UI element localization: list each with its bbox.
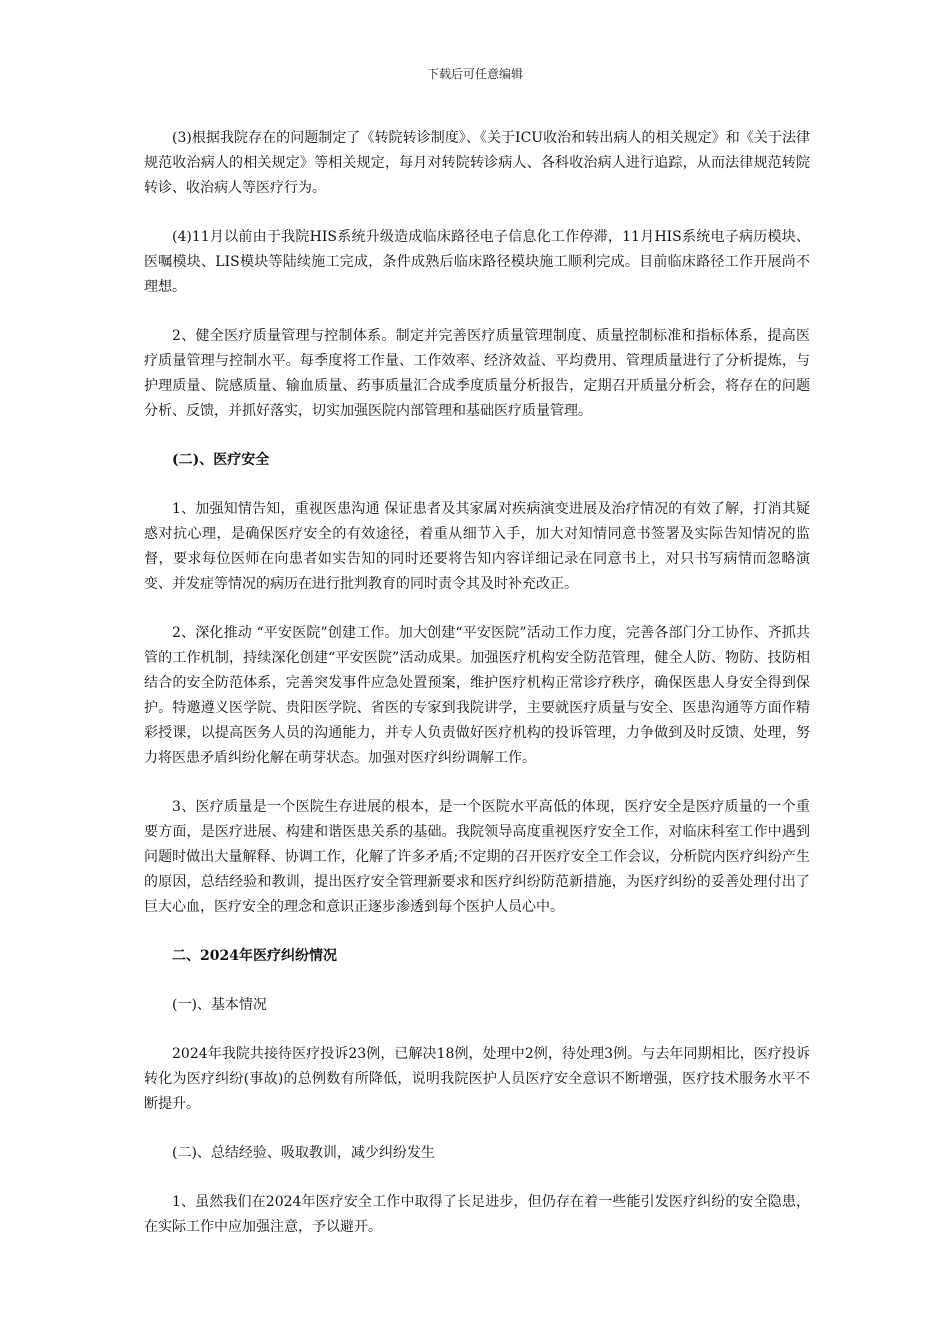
- section-heading-medical-safety: (二)、医疗安全: [172, 452, 270, 468]
- subheading-lessons: (二)、总结经验、吸取教训，减少纠纷发生: [172, 1145, 435, 1161]
- paragraph-his-system: (4)11月以前由于我院HIS系统升级造成临床路径电子信息化工作停滞，11月HIS系统电子病历模块、医嘱模块、LIS模块等陆续施工完成，条件成熟后临床路径模块施工顺利完成。目前临床路径工作开展尚不理想。: [144, 229, 810, 295]
- paragraph-transfer-rules: (3)根据我院存在的问题制定了《转院转诊制度》、《关于ICU收治和转出病人的相关规定》和《关于法律规范收治病人的相关规定》等相关规定，每月对转院转诊病人、各科收治病人进行追踪，从而法律规范转院转诊、收治病人等医疗行为。: [144, 130, 810, 196]
- paragraph-informed-consent: 1、加强知情告知，重视医患沟通 保证患者及其家属对疾病演变进展及治疗情况的有效了解，打消其疑惑对抗心理，是确保医疗安全的有效途径，着重从细节入手，加大对知情同意书签署及实际告知情况的监督，要求每位医师在向患者如实告知的同时还要将告知内容详细记录在同意书上，对只书写病情而忽略演变、并发症等情况的病历在进行批判教育的同时责令其及时补充改正。: [144, 501, 810, 592]
- paragraph-safe-hospital: 2、深化推动 “平安医院”创建工作。加大创建“平安医院”活动工作力度，完善各部门分工协作、齐抓共管的工作机制，持续深化创建“平安医院”活动成果。加强医疗机构安全防范管理，健全人防、物防、技防相结合的安全防范体系，完善突发事件应急处置预案，维护医疗机构正常诊疗秩序，确保医患人身安全得到保护。特邀遵义医学院、贵阳医学院、省医的专家到我院讲学，主要就医疗质量与安全、医患沟通等方面作精彩授课，以提高医务人员的沟通能力，并专人负责做好医疗机构的投诉管理，力争做到及时反馈、处理，努力将医患矛盾纠纷化解在萌芽状态。加强对医疗纠纷调解工作。: [144, 625, 810, 766]
- paragraph-quality-foundation: 3、医疗质量是一个医院生存进展的根本，是一个医院水平高低的体现，医疗安全是医疗质量的一个重要方面，是医疗进展、构建和谐医患关系的基础。我院领导高度重视医疗安全工作，对临床科室工作中遇到问题时做出大量解释、协调工作，化解了许多矛盾;不定期的召开医疗安全工作会议，分析院内医疗纠纷产生的原因，总结经验和教训，提出医疗安全管理新要求和医疗纠纷防范新措施，为医疗纠纷的妥善处理付出了巨大心血，医疗安全的理念和意识正逐步渗透到每个医护人员心中。: [144, 799, 810, 915]
- subheading-basic-situation: (一)、基本情况: [172, 997, 267, 1013]
- paragraph-quality-control: 2、健全医疗质量管理与控制体系。制定并完善医疗质量管理制度、质量控制标准和指标体系，提高医疗质量管理与控制水平。每季度将工作量、工作效率、经济效益、平均费用、管理质量进行了分析提炼，与护理质量、院感质量、输血质量、药事质量汇合成季度质量分析报告，定期召开质量分析会，将存在的问题分析、反馈，并抓好落实，切实加强医院内部管理和基础医疗质量管理。: [144, 328, 810, 419]
- document-body: [144, 126, 810, 1264]
- section-heading-disputes-2024: 二、2024年医疗纠纷情况: [172, 948, 337, 964]
- paragraph-complaint-stats: 2024年我院共接待医疗投诉23例，已解决18例，处理中2例，待处理3例。与去年同期相比，医疗投诉转化为医疗纠纷(事故)的总例数有所降低，说明我院医护人员医疗安全意识不断增强，医疗技术服务水平不断提升。: [144, 1046, 810, 1112]
- paragraph-hidden-risks: 1、虽然我们在2024年医疗安全工作中取得了长足进步，但仍存在着一些能引发医疗纠纷的安全隐患，在实际工作中应加强注意，予以避开。: [144, 1194, 810, 1235]
- page-header: 下载后可任意编辑: [426, 67, 523, 81]
